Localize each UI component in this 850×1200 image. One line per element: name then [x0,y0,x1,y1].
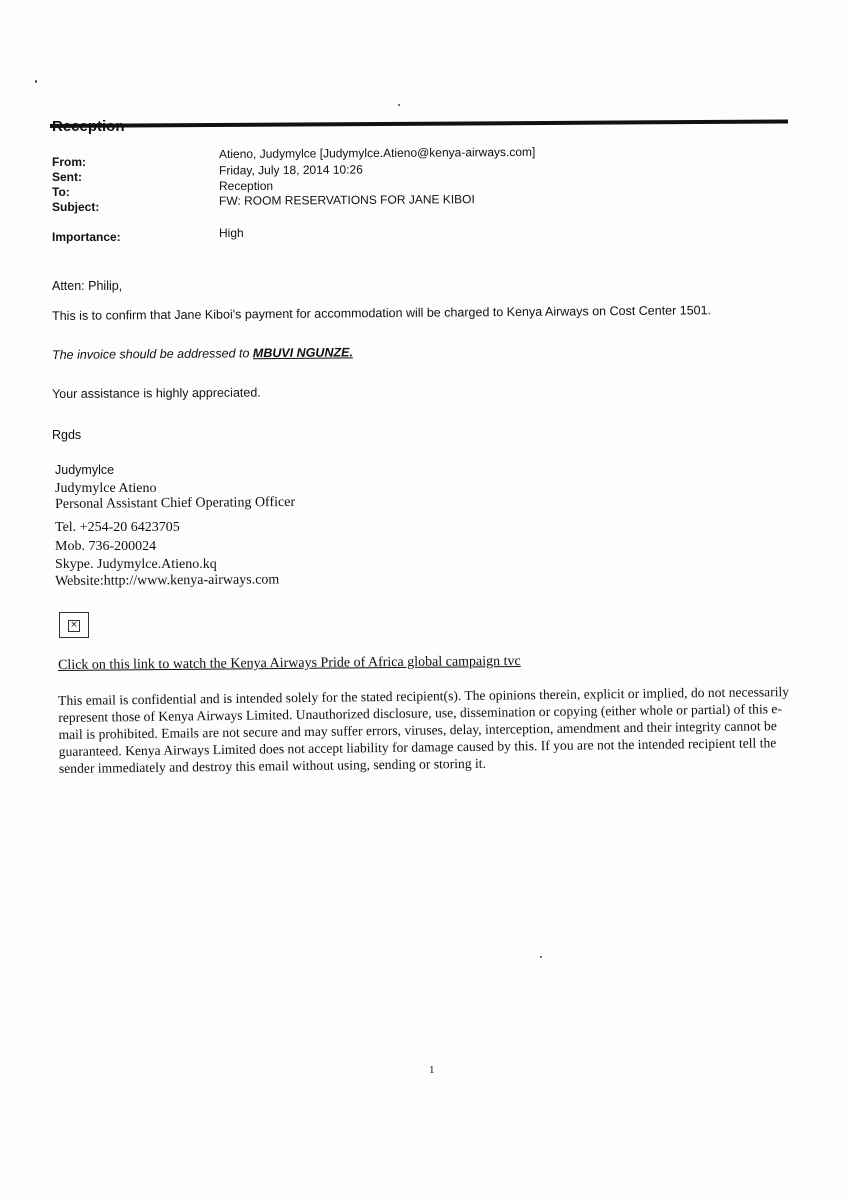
broken-image-icon[interactable] [59,612,89,638]
signature-full-name: Judymylce Atieno [55,481,157,496]
signature-position: Personal Assistant Chief Operating Officer [55,494,296,512]
from-value: Atieno, Judymylce [Judymylce.Atieno@kenya-airways.com] [218,144,536,162]
page-number: 1 [429,1064,435,1076]
signature-mob: Mob. 736-200024 [55,539,157,554]
invoice-line [52,345,353,362]
campaign-video-link[interactable]: Click on this link to watch the Kenya Airways Pride of Africa global campaign tvc [58,653,521,673]
confidentiality-disclaimer: This email is confidential and is intended solely for the stated recipient(s). The opinions therein, explicit or implied, do not necessarily represent those of Kenya Airways Limited. Unauthorized disclosure, use, dissemination or copying (either whole or partial) of this e-mail is prohibited. Emails are not secure and may suffer errors, viruses, delay, interception, amendment and their integrity cannot be guaranteed. Kenya Airways Limited does not accept liability for damage caused by this. If you are not the intended recipient tell the sender immediately and destroy this email without using, sending or storing it. [58,684,790,776]
confirmation-text: This is to confirm that Jane Kiboi's payment for accommodation will be charged to Kenya Airways on Cost Center 1501. [52,303,712,323]
from-label: From: [52,155,86,169]
subject-label: Subject: [52,200,100,214]
title-divider [50,119,788,128]
scan-speck [398,104,400,106]
signature-short-name: Judymylce [55,463,115,477]
sent-value: Friday, July 18, 2014 10:26 [218,162,363,178]
close-mark-icon: × [68,620,80,632]
invoice-addressee: MBUVI NGUNZE. [252,345,353,361]
sent-label: Sent: [52,170,82,184]
closing-text: Rgds [52,428,82,442]
to-label: To: [52,185,70,199]
invoice-prefix: The invoice should be addressed to [52,346,253,362]
signature-skype: Skype. Judymylce.Atieno.kq [55,557,217,572]
signature-tel: Tel. +254-20 6423705 [55,520,180,535]
importance-value: High [219,226,244,240]
scan-speck [540,956,542,958]
scan-speck [35,80,37,83]
to-value: Reception [219,179,274,193]
signature-website[interactable]: Website:http://www.kenya-airways.com [55,572,280,589]
importance-label: Importance: [52,230,121,244]
appreciation-text: Your assistance is highly appreciated. [52,385,261,401]
greeting: Atten: Philip, [52,279,123,293]
subject-value: FW: ROOM RESERVATIONS FOR JANE KIBOI [218,192,475,208]
